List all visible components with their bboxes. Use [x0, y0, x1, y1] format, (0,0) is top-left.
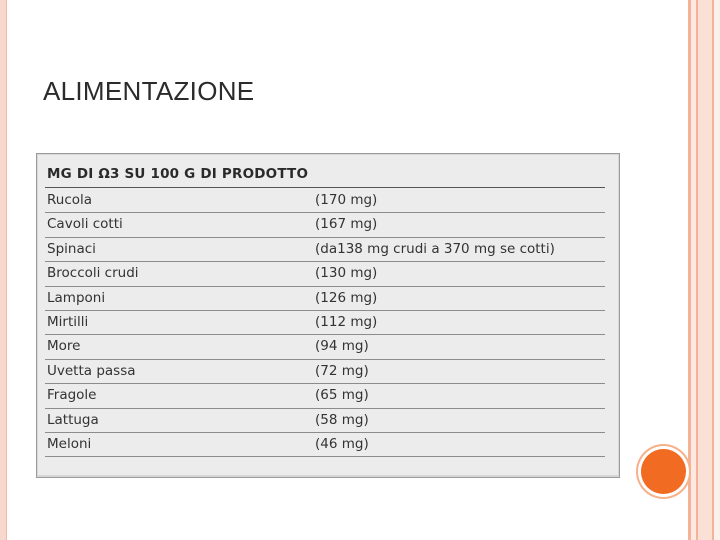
- table-bottom-edge: [37, 475, 619, 477]
- table-row: [45, 384, 605, 408]
- table-row: [45, 360, 605, 384]
- nutrition-table-image: [36, 153, 620, 478]
- omega3-value: (da138 mg crudi a 370 mg se cotti): [315, 240, 555, 257]
- table-row: [45, 238, 605, 262]
- table-rows: [45, 189, 605, 457]
- food-name: Fragole: [47, 387, 97, 404]
- table-row: [45, 287, 605, 311]
- right-decorative-stripes: [688, 0, 720, 540]
- omega3-value: (130 mg): [315, 265, 378, 282]
- omega3-value: (112 mg): [315, 313, 378, 330]
- table-row: [45, 189, 605, 213]
- food-name: Mirtilli: [47, 313, 89, 330]
- omega3-value: (46 mg): [315, 435, 369, 452]
- omega3-value: (94 mg): [315, 338, 369, 355]
- slide-title: ALIMENTAZIONE: [43, 76, 255, 106]
- food-name: Meloni: [47, 435, 92, 452]
- table-row: [45, 409, 605, 433]
- table-row: [45, 262, 605, 286]
- left-decorative-border: [0, 0, 7, 540]
- table-header: MG DI Ω3 SU 100 G DI PRODOTTO: [47, 166, 309, 182]
- food-name: Cavoli cotti: [47, 216, 123, 233]
- table-row: [45, 335, 605, 359]
- table-row: [45, 433, 605, 457]
- food-name: Rucola: [47, 192, 93, 208]
- food-name: Lattuga: [47, 411, 99, 428]
- food-name: More: [47, 338, 81, 355]
- food-name: Spinaci: [47, 240, 96, 257]
- food-name: Uvetta passa: [47, 362, 136, 379]
- omega3-value: (167 mg): [315, 216, 378, 233]
- omega3-value: (72 mg): [315, 362, 369, 379]
- food-name: Broccoli crudi: [47, 265, 139, 282]
- header-divider: [45, 187, 605, 188]
- omega3-value: (170 mg): [315, 192, 378, 208]
- table-row: [45, 311, 605, 335]
- omega3-value: (65 mg): [315, 387, 369, 404]
- orange-circle-decoration: [641, 449, 686, 494]
- omega3-value: (126 mg): [315, 289, 378, 306]
- table-row: [45, 213, 605, 237]
- omega3-value: (58 mg): [315, 411, 369, 428]
- food-name: Lamponi: [47, 289, 106, 306]
